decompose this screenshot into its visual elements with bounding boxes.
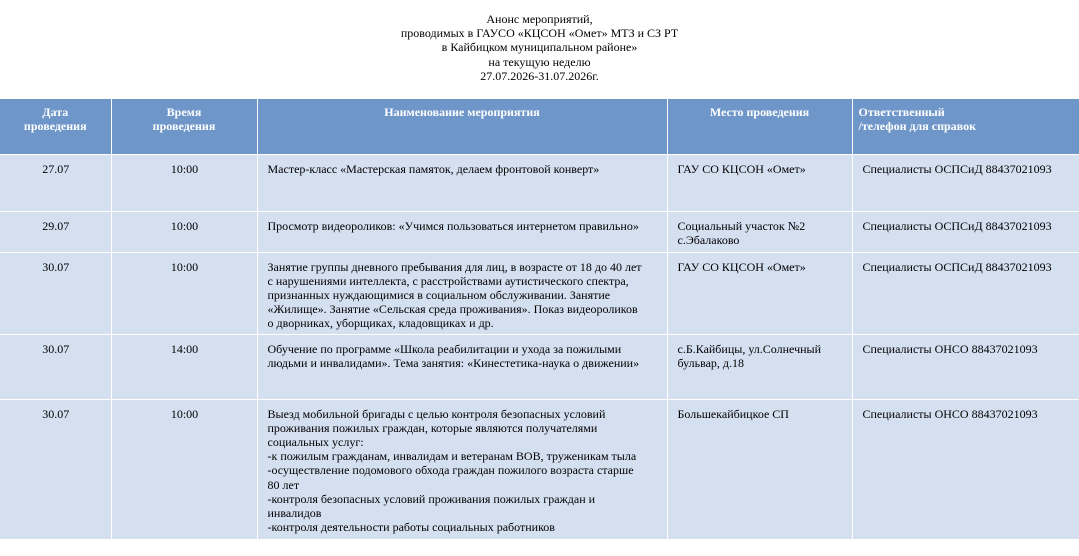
cell-place-line: ГАУ СО КЦСОН «Омет» <box>677 161 806 176</box>
cell-place-line: с.Б.Кайбицы, ул.Солнечный <box>677 341 822 356</box>
cell-event-line: «Жилище». Занятие «Сельская среда проживания». Показ видеороликов <box>267 302 638 317</box>
column-header-time: Время проведения <box>111 99 257 154</box>
cell-time: 10:00 <box>111 252 257 334</box>
cell-event-line: Мастер-класс «Мастерская памяток, делаем фронтовой конверт» <box>267 161 600 176</box>
cell-event <box>257 211 667 252</box>
announcement-header <box>0 0 1079 99</box>
cell-event-line: о дворниках, уборщиках, кладовщиках и др. <box>267 316 494 331</box>
cell-event <box>257 154 667 211</box>
cell-contact: Специалисты ОСПСиД 88437021093 <box>852 154 1079 211</box>
cell-place-line: бульвар, д.18 <box>677 355 745 370</box>
cell-time: 14:00 <box>111 334 257 399</box>
table-header-row <box>0 99 1079 154</box>
table-row <box>0 334 1079 399</box>
cell-contact: Специалисты ОСПСиД 88437021093 <box>852 252 1079 334</box>
header-line: проводимых в ГАУСО «КЦСОН «Омет» МТЗ и СЗ РТ <box>400 26 679 41</box>
cell-event-line: Выезд мобильной бригады с целью контроля безопасных условий <box>267 406 606 421</box>
column-header-event: Наименование мероприятия <box>257 99 667 154</box>
cell-event-line: -контроля безопасных условий проживания пожилых граждан и <box>267 491 596 506</box>
table-row <box>0 252 1079 334</box>
cell-event <box>257 334 667 399</box>
cell-date: 30.07 <box>0 399 111 539</box>
cell-event-line: 80 лет <box>267 477 300 492</box>
cell-event-line: -осуществление подомового обхода граждан пожилого возраста старше <box>267 463 634 478</box>
cell-place <box>667 334 852 399</box>
cell-event-line: Обучение по программе «Школа реабилитации и ухода за пожилыми <box>267 341 622 356</box>
cell-place-line: Большекайбицкое СП <box>677 406 789 421</box>
cell-place <box>667 211 852 252</box>
cell-event-line: с нарушениями интеллекта, с расстройствами аутистического спектра, <box>267 273 629 288</box>
header-line: в Кайбицком муниципальном районе» <box>441 40 638 55</box>
cell-contact: Специалисты ОНСО 88437021093 <box>852 399 1079 539</box>
cell-time: 10:00 <box>111 211 257 252</box>
table-row <box>0 399 1079 539</box>
cell-date: 29.07 <box>0 211 111 252</box>
cell-event <box>257 252 667 334</box>
cell-place-line: с.Эбалаково <box>677 232 740 247</box>
header-period: 27.07.2026-31.07.2026г. <box>480 68 599 83</box>
cell-date: 27.07 <box>0 154 111 211</box>
cell-event-line: -к пожилым гражданам, инвалидам и ветеранам ВОВ, труженикам тыла <box>267 449 637 464</box>
header-line: Анонс мероприятий, <box>486 12 593 26</box>
cell-place <box>667 252 852 334</box>
cell-event-line: Просмотр видеороликов: «Учимся пользоваться интернетом правильно» <box>267 218 639 233</box>
cell-contact: Специалисты ОСПСиД 88437021093 <box>852 211 1079 252</box>
cell-event-line: проживания пожилых граждан, которые являются получателями <box>267 420 598 435</box>
cell-time: 10:00 <box>111 399 257 539</box>
cell-date: 30.07 <box>0 252 111 334</box>
cell-contact: Специалисты ОНСО 88437021093 <box>852 334 1079 399</box>
cell-place-line: ГАУ СО КЦСОН «Омет» <box>677 259 806 274</box>
cell-place <box>667 154 852 211</box>
cell-place <box>667 399 852 539</box>
cell-place-line: Социальный участок №2 <box>677 218 806 233</box>
cell-event <box>257 399 667 539</box>
cell-event-line: людьми и инвалидами». Тема занятия: «Кинестетика-наука о движении» <box>267 355 640 370</box>
column-header-place: Место проведения <box>667 99 852 154</box>
cell-event-line: признанных нуждающимися в социальном обслуживании. Занятие <box>267 287 611 302</box>
cell-event-line: социальных услуг: <box>267 434 364 449</box>
column-header-contact: Ответственный /телефон для справок <box>852 99 1079 154</box>
table-row <box>0 154 1079 211</box>
cell-event-line: -контроля деятельности работы социальных работников <box>267 520 555 535</box>
cell-date: 30.07 <box>0 334 111 399</box>
cell-time: 10:00 <box>111 154 257 211</box>
header-line: на текущую неделю <box>488 54 591 69</box>
cell-event-line: инвалидов <box>267 505 322 520</box>
events-table <box>0 99 1079 540</box>
cell-event-line: Занятие группы дневного пребывания для лиц, в возрасте от 18 до 40 лет <box>267 259 642 274</box>
table-row <box>0 211 1079 252</box>
column-header-date: Дата проведения <box>0 99 111 154</box>
